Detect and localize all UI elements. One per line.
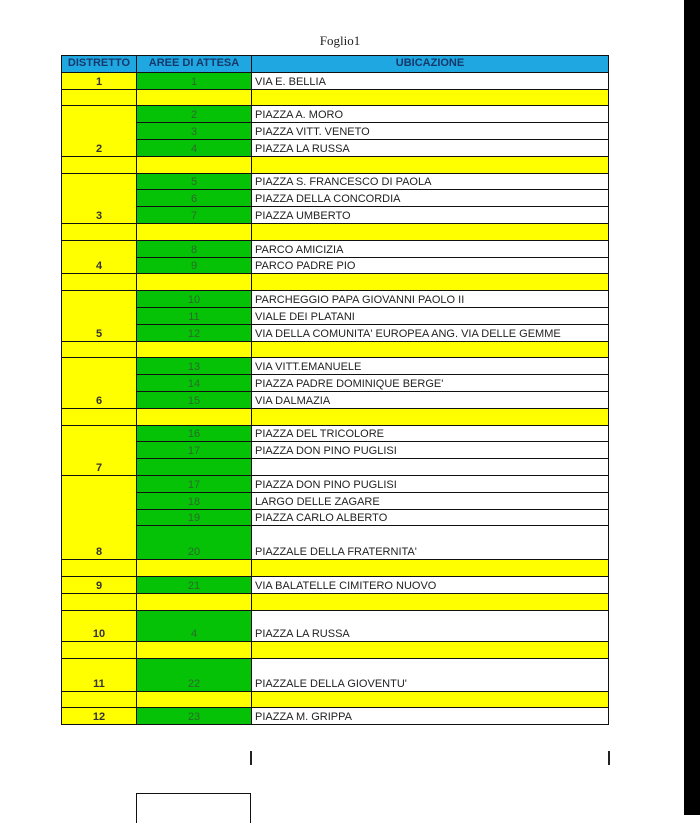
separator-row	[62, 408, 609, 425]
district-cell: 4	[62, 240, 137, 274]
table-row	[62, 375, 609, 392]
table-row	[62, 257, 609, 274]
separator-cell	[252, 408, 609, 425]
separator-cell	[252, 593, 609, 610]
table-row	[62, 190, 609, 207]
area-number-cell	[137, 459, 252, 476]
table-row	[62, 492, 609, 509]
separator-cell	[137, 274, 252, 291]
header-row	[62, 56, 609, 73]
separator-cell	[62, 89, 137, 106]
table-row	[62, 708, 609, 725]
separator-row	[62, 593, 609, 610]
area-number-cell: 19	[137, 509, 252, 526]
separator-row	[62, 274, 609, 291]
area-number-cell: 10	[137, 291, 252, 308]
table-row	[62, 358, 609, 375]
separator-cell	[62, 560, 137, 577]
district-cell: 5	[62, 291, 137, 341]
separator-row	[62, 560, 609, 577]
location-cell: PIAZZALE DELLA FRATERNITA'	[252, 526, 609, 560]
area-number-cell: 23	[137, 708, 252, 725]
table-row	[62, 240, 609, 257]
separator-cell	[62, 223, 137, 240]
area-number-cell: 17	[137, 475, 252, 492]
separator-cell	[252, 89, 609, 106]
header-location: UBICAZIONE	[252, 56, 609, 73]
location-cell: PIAZZA LA RUSSA	[252, 139, 609, 156]
area-number-cell: 6	[137, 190, 252, 207]
separator-cell	[252, 274, 609, 291]
separator-cell	[137, 341, 252, 358]
separator-cell	[137, 408, 252, 425]
separator-row	[62, 691, 609, 708]
separator-row	[62, 89, 609, 106]
waiting-areas-table	[61, 55, 609, 725]
area-number-cell: 17	[137, 442, 252, 459]
district-cell: 7	[62, 425, 137, 475]
separator-cell	[137, 593, 252, 610]
header-district: DISTRETTO	[62, 56, 137, 73]
district-cell: 6	[62, 358, 137, 408]
location-cell: PIAZZA DON PINO PUGLISI	[252, 475, 609, 492]
area-number-cell: 16	[137, 425, 252, 442]
location-cell: VIA DALMAZIA	[252, 391, 609, 408]
location-cell: VIALE DEI PLATANI	[252, 307, 609, 324]
separator-row	[62, 156, 609, 173]
area-number-cell: 12	[137, 324, 252, 341]
table-row	[62, 509, 609, 526]
district-cell: 11	[62, 658, 137, 691]
separator-cell	[62, 593, 137, 610]
area-number-cell: 5	[137, 173, 252, 190]
table-row	[62, 459, 609, 476]
table-row	[62, 324, 609, 341]
separator-cell	[252, 341, 609, 358]
district-cell: 8	[62, 475, 137, 559]
area-number-cell: 15	[137, 391, 252, 408]
location-cell: LARGO DELLE ZAGARE	[252, 492, 609, 509]
separator-cell	[137, 223, 252, 240]
location-cell: PIAZZA S. FRANCESCO DI PAOLA	[252, 173, 609, 190]
district-cell: 12	[62, 708, 137, 725]
page-divider-mark	[250, 751, 252, 765]
table-row	[62, 173, 609, 190]
separator-cell	[252, 223, 609, 240]
separator-row	[62, 341, 609, 358]
table-row	[62, 658, 609, 691]
location-cell: PARCO PADRE PIO	[252, 257, 609, 274]
location-cell: PIAZZA DELLA CONCORDIA	[252, 190, 609, 207]
separator-cell	[62, 641, 137, 658]
area-number-cell: 11	[137, 307, 252, 324]
table-row	[62, 207, 609, 224]
location-cell: PIAZZA DEL TRICOLORE	[252, 425, 609, 442]
separator-cell	[252, 691, 609, 708]
table-row	[62, 72, 609, 89]
separator-row	[62, 641, 609, 658]
separator-cell	[252, 156, 609, 173]
area-number-cell: 1	[137, 72, 252, 89]
separator-cell	[137, 89, 252, 106]
location-cell: PIAZZA DON PINO PUGLISI	[252, 442, 609, 459]
separator-cell	[137, 156, 252, 173]
separator-cell	[62, 156, 137, 173]
area-number-cell: 14	[137, 375, 252, 392]
area-number-cell: 2	[137, 106, 252, 123]
area-number-cell: 3	[137, 123, 252, 140]
separator-cell	[62, 341, 137, 358]
table-row	[62, 123, 609, 140]
location-cell: PIAZZA CARLO ALBERTO	[252, 509, 609, 526]
area-number-cell: 7	[137, 207, 252, 224]
table-row	[62, 610, 609, 641]
table-row	[62, 425, 609, 442]
location-cell	[252, 459, 609, 476]
table-row	[62, 307, 609, 324]
table-row	[62, 291, 609, 308]
area-number-cell: 13	[137, 358, 252, 375]
table-row	[62, 475, 609, 492]
location-cell: PARCHEGGIO PAPA GIOVANNI PAOLO II	[252, 291, 609, 308]
location-cell: PIAZZALE DELLA GIOVENTU'	[252, 658, 609, 691]
district-cell: 9	[62, 577, 137, 594]
table-row	[62, 577, 609, 594]
area-number-cell: 22	[137, 658, 252, 691]
location-cell: PIAZZA UMBERTO	[252, 207, 609, 224]
table-row	[62, 106, 609, 123]
separator-cell	[62, 691, 137, 708]
district-cell: 3	[62, 173, 137, 223]
location-cell: VIA BALATELLE CIMITERO NUOVO	[252, 577, 609, 594]
area-number-cell: 9	[137, 257, 252, 274]
table-row	[62, 442, 609, 459]
separator-cell	[252, 641, 609, 658]
page-divider-mark	[608, 751, 610, 765]
district-cell: 2	[62, 106, 137, 156]
header-areas: AREE DI ATTESA	[137, 56, 252, 73]
district-cell: 10	[62, 610, 137, 641]
separator-cell	[62, 408, 137, 425]
area-number-cell: 4	[137, 139, 252, 156]
separator-cell	[62, 274, 137, 291]
location-cell: PIAZZA M. GRIPPA	[252, 708, 609, 725]
location-cell: PIAZZA VITT. VENETO	[252, 123, 609, 140]
location-cell: PIAZZA PADRE DOMINIQUE BERGE'	[252, 375, 609, 392]
table-row	[62, 526, 609, 560]
location-cell: VIA VITT.EMANUELE	[252, 358, 609, 375]
separator-cell	[137, 560, 252, 577]
separator-cell	[252, 560, 609, 577]
area-number-cell: 20	[137, 526, 252, 560]
area-number-cell: 8	[137, 240, 252, 257]
area-number-cell: 21	[137, 577, 252, 594]
separator-cell	[137, 691, 252, 708]
location-cell: VIA E. BELLIA	[252, 72, 609, 89]
separator-row	[62, 223, 609, 240]
district-cell: 1	[62, 72, 137, 89]
next-page-cell-outline	[136, 793, 251, 823]
table-body	[62, 72, 609, 724]
table-row	[62, 139, 609, 156]
area-number-cell: 4	[137, 610, 252, 641]
location-cell: VIA DELLA COMUNITA' EUROPEA ANG. VIA DELLE GEMME	[252, 324, 609, 341]
location-cell: PARCO AMICIZIA	[252, 240, 609, 257]
location-cell: PIAZZA A. MORO	[252, 106, 609, 123]
sheet-title: Foglio1	[319, 33, 361, 48]
location-cell: PIAZZA LA RUSSA	[252, 610, 609, 641]
separator-cell	[137, 641, 252, 658]
area-number-cell: 18	[137, 492, 252, 509]
window-edge	[684, 0, 700, 815]
table-row	[62, 391, 609, 408]
